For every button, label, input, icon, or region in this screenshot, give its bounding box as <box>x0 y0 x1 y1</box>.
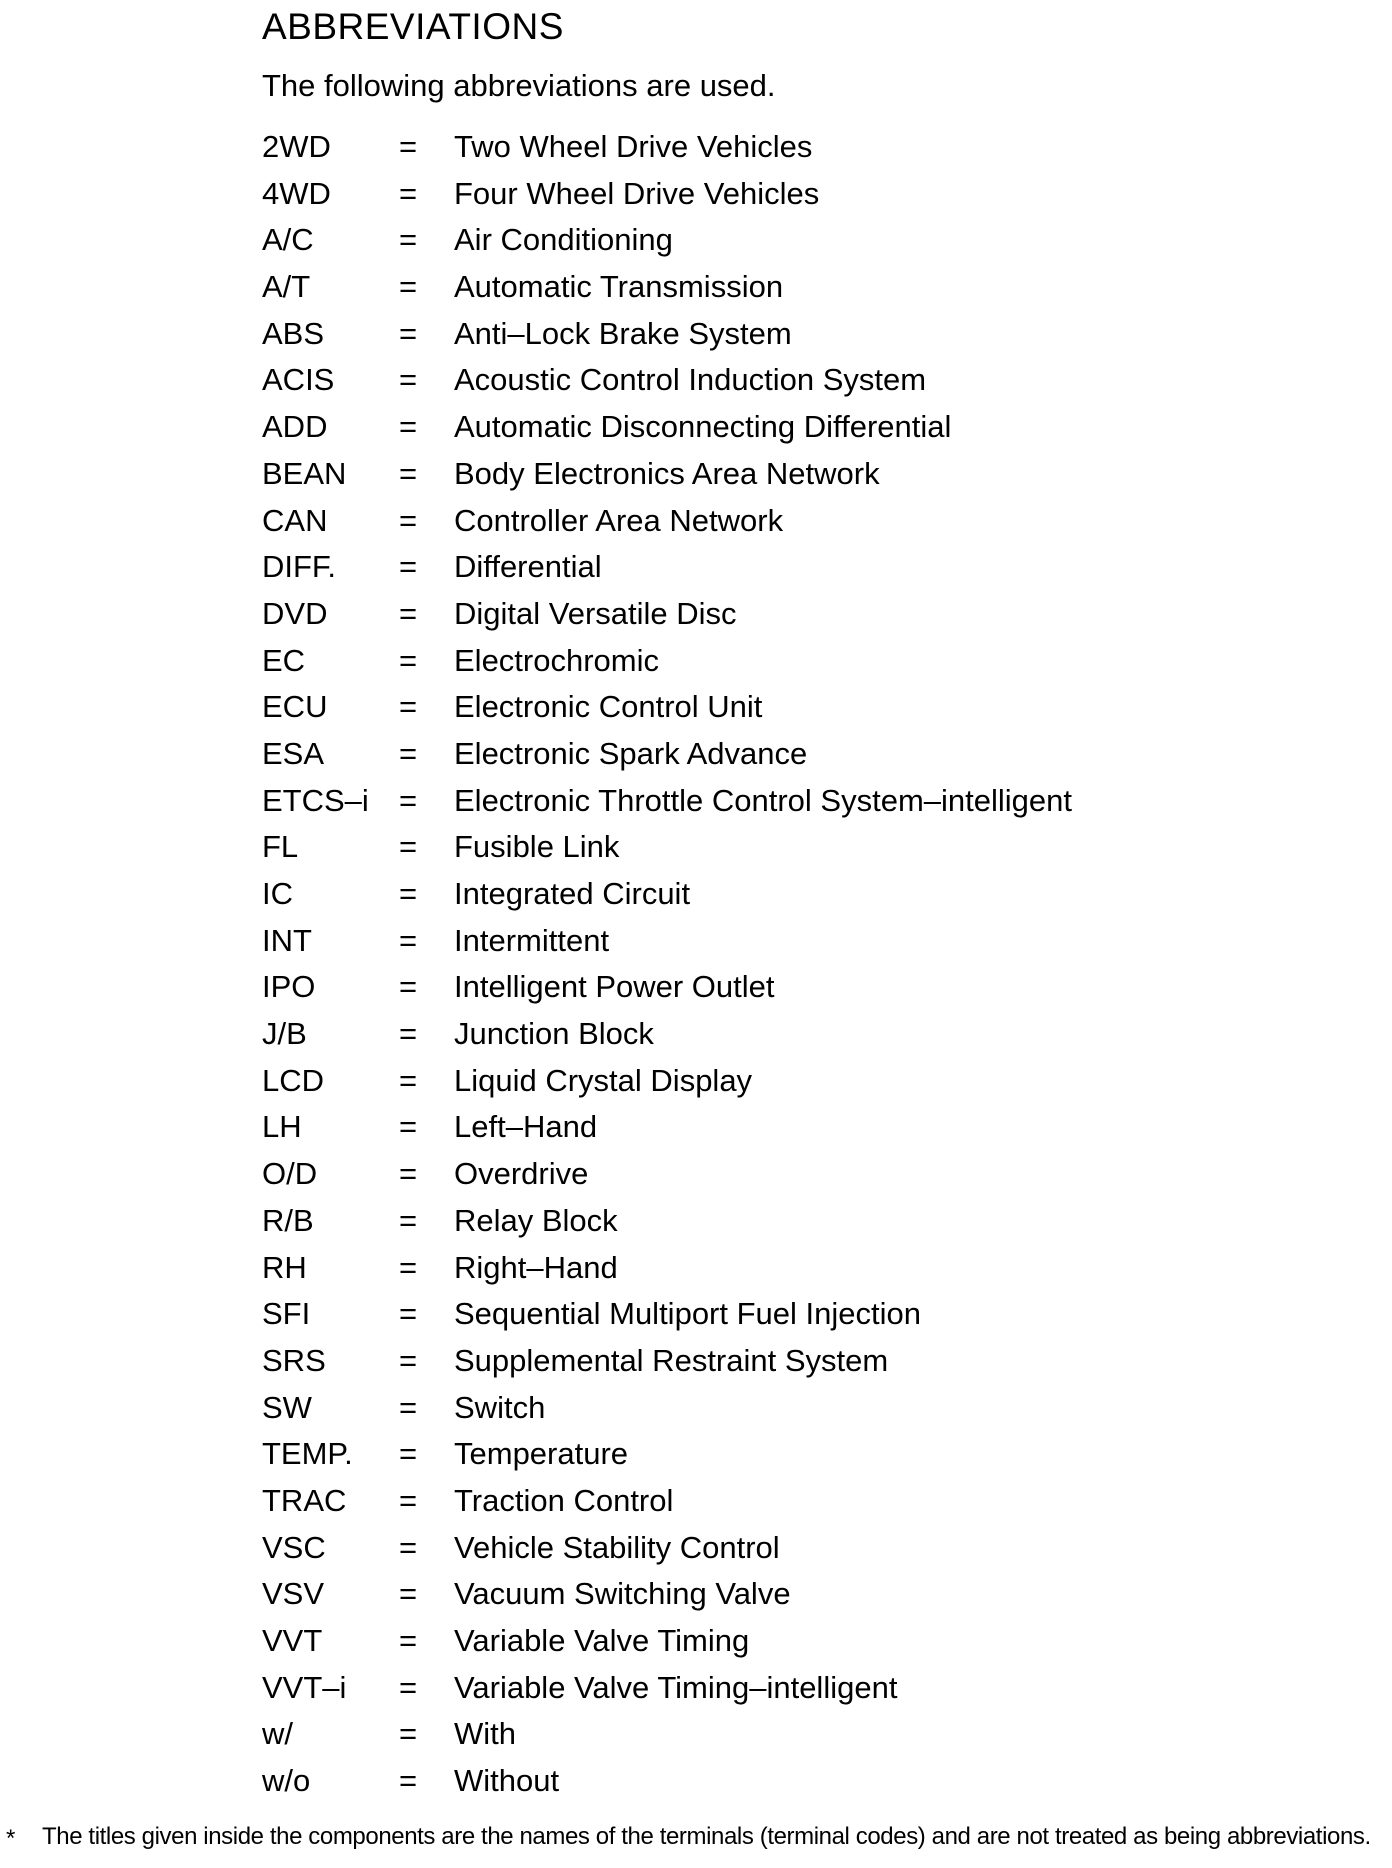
abbreviation-term: ACIS <box>262 362 335 398</box>
abbreviation-term: BEAN <box>262 455 347 491</box>
abbreviation-definition: Electronic Spark Advance <box>454 735 808 771</box>
equals-sign: = <box>399 689 418 725</box>
equals-sign: = <box>399 175 418 211</box>
abbreviation-definition: Electronic Control Unit <box>454 689 763 725</box>
footnote-text: The titles given inside the components are the names of the terminals (terminal codes) and are not treated as being abbreviations. <box>42 1823 1371 1850</box>
abbreviation-definition: Variable Valve Timing–intelligent <box>454 1669 898 1705</box>
abbreviation-term: VVT <box>262 1623 323 1658</box>
abbreviation-term: CAN <box>262 502 328 538</box>
abbreviation-term: 2WD <box>262 129 331 164</box>
equals-sign: = <box>399 1623 418 1658</box>
abbreviation-definition: Four Wheel Drive Vehicles <box>454 175 820 211</box>
footnote-asterisk-icon: * <box>6 1825 16 1852</box>
abbreviation-term: SRS <box>262 1342 326 1378</box>
abbreviation-term: w/ <box>262 1716 293 1752</box>
equals-sign: = <box>399 1436 418 1472</box>
intro-text: The following abbreviations are used. <box>262 68 776 103</box>
abbreviation-definition: Differential <box>454 549 602 585</box>
abbreviation-definition: Automatic Transmission <box>454 269 784 305</box>
abbreviation-definition: Right–Hand <box>454 1249 618 1285</box>
abbreviation-definition: Air Conditioning <box>454 222 673 258</box>
abbreviation-term: A/C <box>262 222 314 258</box>
abbreviation-definition: Supplemental Restraint System <box>454 1342 889 1378</box>
abbreviation-term: VSV <box>262 1576 325 1612</box>
abbreviation-term: LH <box>262 1109 302 1145</box>
equals-sign: = <box>399 782 418 818</box>
equals-sign: = <box>399 1763 418 1799</box>
equals-sign: = <box>399 1342 418 1378</box>
equals-sign: = <box>399 315 418 351</box>
abbreviation-term: LCD <box>262 1062 325 1098</box>
equals-sign: = <box>399 1202 418 1238</box>
equals-sign: = <box>399 129 418 164</box>
abbreviation-term: VVT–i <box>262 1669 347 1705</box>
equals-sign: = <box>399 455 418 491</box>
equals-sign: = <box>399 642 418 678</box>
equals-sign: = <box>399 1529 418 1565</box>
abbreviation-definition: Two Wheel Drive Vehicles <box>454 129 813 164</box>
abbreviation-term: ESA <box>262 735 325 771</box>
abbreviation-term: DVD <box>262 595 328 631</box>
abbreviation-term: SW <box>262 1389 312 1425</box>
abbreviation-definition: Intermittent <box>454 922 610 958</box>
abbreviation-definition: Fusible Link <box>454 829 620 865</box>
abbreviation-term: INT <box>262 922 312 958</box>
abbreviation-term: O/D <box>262 1156 318 1192</box>
abbreviation-term: 4WD <box>262 175 331 211</box>
equals-sign: = <box>399 876 418 911</box>
abbreviation-term: VSC <box>262 1529 326 1565</box>
equals-sign: = <box>399 1156 418 1192</box>
equals-sign: = <box>399 1482 418 1518</box>
abbreviation-definition: Junction Block <box>454 1016 654 1052</box>
abbreviation-definition: Integrated Circuit <box>454 876 691 911</box>
abbreviation-definition: Without <box>454 1763 560 1799</box>
equals-sign: = <box>399 269 418 305</box>
abbreviation-term: IC <box>262 876 293 911</box>
abbreviation-term: ECU <box>262 689 328 725</box>
equals-sign: = <box>399 922 418 958</box>
abbreviation-definition: Intelligent Power Outlet <box>454 969 775 1005</box>
equals-sign: = <box>399 1016 418 1052</box>
abbreviation-definition: Anti–Lock Brake System <box>454 315 792 351</box>
equals-sign: = <box>399 1669 418 1705</box>
equals-sign: = <box>399 362 418 398</box>
abbreviation-definition: With <box>454 1716 516 1752</box>
abbreviation-definition: Body Electronics Area Network <box>454 455 880 491</box>
abbreviation-term: A/T <box>262 269 311 305</box>
equals-sign: = <box>399 1389 418 1425</box>
abbreviation-term: SFI <box>262 1296 311 1332</box>
equals-sign: = <box>399 969 418 1005</box>
equals-sign: = <box>399 549 418 585</box>
abbreviation-definition: Electronic Throttle Control System–intelligent <box>454 782 1072 818</box>
abbreviation-definition: Acoustic Control Induction System <box>454 362 927 398</box>
abbreviation-definition: Traction Control <box>454 1482 674 1518</box>
abbreviation-definition: Automatic Disconnecting Differential <box>454 409 952 445</box>
equals-sign: = <box>399 1716 418 1752</box>
abbreviation-definition: Left–Hand <box>454 1109 598 1145</box>
equals-sign: = <box>399 735 418 771</box>
abbreviation-definition: Vehicle Stability Control <box>454 1529 780 1565</box>
abbreviation-term: w/o <box>262 1763 311 1799</box>
equals-sign: = <box>399 1296 418 1332</box>
abbreviation-term: FL <box>262 829 299 865</box>
page-title: ABBREVIATIONS <box>262 6 564 47</box>
equals-sign: = <box>399 1576 418 1612</box>
abbreviation-definition: Temperature <box>454 1436 629 1472</box>
abbreviation-term: ADD <box>262 409 328 445</box>
abbreviation-term: EC <box>262 642 306 678</box>
abbreviation-definition: Digital Versatile Disc <box>454 595 737 631</box>
abbreviation-term: IPO <box>262 969 316 1005</box>
abbreviation-term: TEMP. <box>262 1436 353 1472</box>
equals-sign: = <box>399 1249 418 1285</box>
abbreviation-definition: Vacuum Switching Valve <box>454 1576 791 1612</box>
abbreviation-term: R/B <box>262 1202 314 1238</box>
abbreviation-definition: Controller Area Network <box>454 502 784 538</box>
abbreviation-definition: Overdrive <box>454 1156 589 1192</box>
abbreviation-term: ETCS–i <box>262 782 369 818</box>
abbreviation-definition: Sequential Multiport Fuel Injection <box>454 1296 921 1332</box>
equals-sign: = <box>399 829 418 865</box>
abbreviation-term: RH <box>262 1249 307 1285</box>
abbreviation-definition: Relay Block <box>454 1202 618 1238</box>
equals-sign: = <box>399 1109 418 1145</box>
equals-sign: = <box>399 222 418 258</box>
abbreviation-definition: Variable Valve Timing <box>454 1623 750 1658</box>
abbreviation-term: TRAC <box>262 1482 347 1518</box>
abbreviation-definition: Switch <box>454 1389 546 1425</box>
equals-sign: = <box>399 595 418 631</box>
equals-sign: = <box>399 409 418 445</box>
abbreviation-definition: Liquid Crystal Display <box>454 1062 753 1098</box>
abbreviation-term: DIFF. <box>262 549 337 585</box>
abbreviation-term: ABS <box>262 315 325 351</box>
equals-sign: = <box>399 502 418 538</box>
equals-sign: = <box>399 1062 418 1098</box>
abbreviation-term: J/B <box>262 1016 307 1052</box>
abbreviation-definition: Electrochromic <box>454 642 659 678</box>
